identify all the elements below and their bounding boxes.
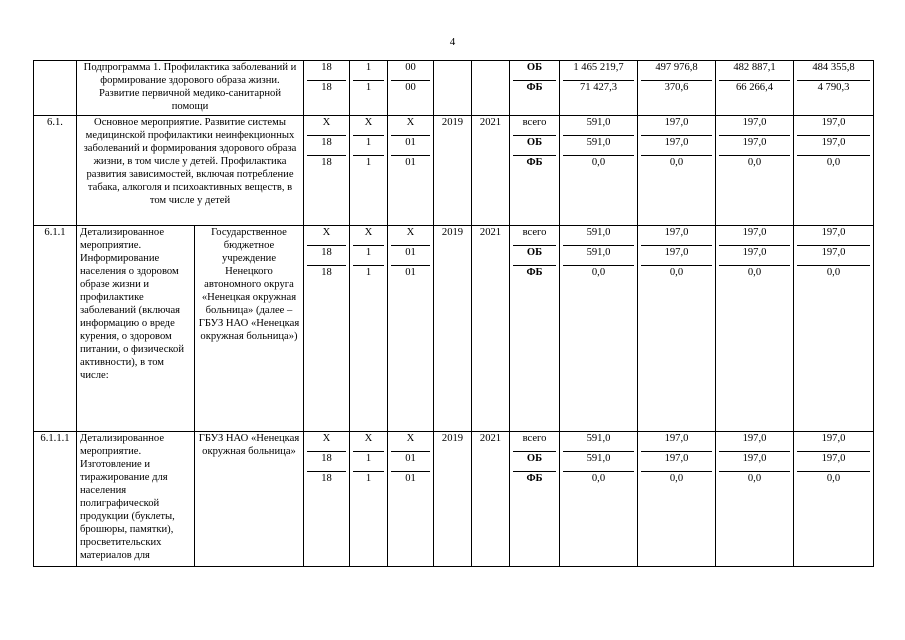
source-cell: всего	[513, 432, 556, 452]
amount-cell: 591,0	[563, 226, 634, 246]
kbk-cell: 01	[405, 267, 416, 278]
kbk-cell: Х	[391, 432, 430, 452]
row-code: 6.1.1	[34, 226, 77, 432]
row-name: Подпрограмма 1. Профилактика заболеваний и формирование здорового образа жизни. Развитие первичной медико-санитарной помощи	[77, 61, 304, 116]
amount-cell: 1 465 219,7	[563, 61, 634, 81]
amount-cell: 484 355,8	[797, 61, 870, 81]
page-number: 4	[449, 36, 456, 48]
start-year	[434, 61, 472, 116]
end-year: 2021	[472, 432, 510, 567]
kbk-cell: Х	[353, 432, 384, 452]
kbk-column	[388, 432, 434, 567]
kbk-cell: 1	[353, 61, 384, 81]
amount-cell: 591,0	[563, 136, 634, 156]
end-year: 2021	[472, 116, 510, 226]
amount-cell: 0,0	[747, 473, 762, 484]
amount-column-total	[560, 116, 638, 226]
row-executor: ГБУЗ НАО «Ненецкая окружная больница»	[195, 432, 304, 567]
source-cell: ОБ	[513, 136, 556, 156]
row-code: 6.1.	[34, 116, 77, 226]
amount-cell: 0,0	[747, 157, 762, 168]
kbk-cell: 18	[307, 61, 346, 81]
amount-cell: 197,0	[797, 226, 870, 246]
source-column	[510, 61, 560, 116]
end-year: 2021	[472, 226, 510, 432]
amount-cell: 197,0	[719, 116, 790, 136]
kbk-cell: Х	[391, 226, 430, 246]
amount-cell: 0,0	[669, 157, 684, 168]
kbk-cell: 1	[353, 246, 384, 266]
amount-cell: 197,0	[719, 432, 790, 452]
amount-column-y2019	[638, 61, 716, 116]
amount-cell: 4 790,3	[817, 82, 850, 93]
source-cell: ОБ	[513, 452, 556, 472]
row-name: Детализированное мероприятие. Информирование населения о здоровом образе жизни и профилактике заболеваний (включая информацию о вреде курения, о здоровом питании, о физической активности), в том числе:	[77, 226, 195, 432]
kbk-cell: 00	[405, 82, 416, 93]
program-table	[33, 60, 874, 567]
kbk-cell: Х	[391, 116, 430, 136]
amount-cell: 197,0	[641, 116, 712, 136]
source-cell: ФБ	[526, 473, 543, 484]
amount-cell: 591,0	[563, 116, 634, 136]
source-column	[510, 432, 560, 567]
source-column	[510, 226, 560, 432]
kbk-cell: 1	[365, 157, 372, 168]
amount-cell: 0,0	[591, 157, 606, 168]
amount-cell: 0,0	[826, 157, 841, 168]
kbk-cell: 18	[321, 473, 332, 484]
amount-cell: 0,0	[826, 473, 841, 484]
kbk-column	[350, 432, 388, 567]
start-year: 2019	[434, 116, 472, 226]
amount-cell: 197,0	[797, 246, 870, 266]
amount-cell: 0,0	[747, 267, 762, 278]
row-name: Детализированное мероприятие. Изготовление и тиражирование для населения полиграфической продукции (буклеты, брошюры, памятки), просветительских материалов для	[77, 432, 195, 567]
amount-cell: 497 976,8	[641, 61, 712, 81]
amount-cell: 591,0	[563, 246, 634, 266]
kbk-column	[350, 61, 388, 116]
table-row	[34, 432, 874, 567]
amount-cell: 591,0	[563, 452, 634, 472]
kbk-cell: Х	[353, 226, 384, 246]
kbk-cell: 1	[365, 82, 372, 93]
start-year: 2019	[434, 226, 472, 432]
kbk-cell: 18	[307, 452, 346, 472]
source-cell: ФБ	[526, 82, 543, 93]
amount-column-y2019	[638, 116, 716, 226]
kbk-cell: 01	[405, 473, 416, 484]
amount-column-y2021	[794, 432, 874, 567]
row-code	[34, 61, 77, 116]
kbk-cell: Х	[307, 226, 346, 246]
source-cell: ОБ	[513, 61, 556, 81]
kbk-cell: 1	[353, 136, 384, 156]
kbk-cell: 1	[365, 473, 372, 484]
amount-cell: 482 887,1	[719, 61, 790, 81]
source-cell: всего	[513, 116, 556, 136]
amount-column-y2020	[716, 432, 794, 567]
amount-cell: 591,0	[563, 432, 634, 452]
amount-cell: 197,0	[797, 432, 870, 452]
kbk-cell: 18	[321, 82, 332, 93]
amount-cell: 0,0	[591, 473, 606, 484]
amount-column-y2019	[638, 226, 716, 432]
kbk-cell: 18	[307, 246, 346, 266]
source-cell: ОБ	[513, 246, 556, 266]
amount-column-total	[560, 226, 638, 432]
amount-cell: 197,0	[719, 452, 790, 472]
amount-cell: 197,0	[797, 136, 870, 156]
kbk-cell: 18	[321, 157, 332, 168]
kbk-cell: 1	[365, 267, 372, 278]
amount-cell: 197,0	[719, 226, 790, 246]
amount-column-total	[560, 432, 638, 567]
amount-column-y2019	[638, 432, 716, 567]
amount-cell: 0,0	[669, 267, 684, 278]
row-executor: Государственное бюджетное учреждение Ненецкого автономного округа «Ненецкая окружная больница» (далее – ГБУЗ НАО «Ненецкая окружная больница»)	[195, 226, 304, 432]
kbk-cell: 01	[405, 157, 416, 168]
amount-column-y2020	[716, 226, 794, 432]
start-year: 2019	[434, 432, 472, 567]
table-row	[34, 61, 874, 116]
amount-cell: 0,0	[591, 267, 606, 278]
source-column	[510, 116, 560, 226]
kbk-column	[350, 226, 388, 432]
source-cell: всего	[513, 226, 556, 246]
amount-cell: 197,0	[641, 246, 712, 266]
amount-cell: 0,0	[669, 473, 684, 484]
amount-column-y2021	[794, 61, 874, 116]
amount-cell: 197,0	[719, 246, 790, 266]
amount-cell: 197,0	[641, 432, 712, 452]
kbk-cell: 01	[391, 246, 430, 266]
row-name: Основное мероприятие. Развитие системы медицинской профилактики неинфекционных заболеваний и формирования здорового образа жизни, в том числе у детей. Профилактика развития зависимостей, включая потребление табака, алкоголя и психоактивных веществ, в том числе у детей	[77, 116, 304, 226]
kbk-cell: Х	[307, 116, 346, 136]
kbk-cell: Х	[353, 116, 384, 136]
amount-cell: 197,0	[797, 116, 870, 136]
source-cell: ФБ	[526, 267, 543, 278]
kbk-cell: 18	[321, 267, 332, 278]
end-year	[472, 61, 510, 116]
kbk-column	[350, 116, 388, 226]
amount-column-y2021	[794, 226, 874, 432]
amount-cell: 197,0	[797, 452, 870, 472]
amount-column-y2021	[794, 116, 874, 226]
amount-column-y2020	[716, 116, 794, 226]
amount-cell: 197,0	[641, 452, 712, 472]
amount-cell: 66 266,4	[735, 82, 774, 93]
amount-cell: 197,0	[641, 136, 712, 156]
kbk-cell: 1	[353, 452, 384, 472]
kbk-column	[304, 226, 350, 432]
table-row	[34, 226, 874, 432]
amount-cell: 197,0	[719, 136, 790, 156]
kbk-cell: 01	[391, 136, 430, 156]
kbk-cell: 01	[391, 452, 430, 472]
amount-column-total	[560, 61, 638, 116]
kbk-cell: 18	[307, 136, 346, 156]
kbk-column	[388, 226, 434, 432]
kbk-column	[388, 61, 434, 116]
kbk-column	[304, 116, 350, 226]
kbk-cell: 00	[391, 61, 430, 81]
table-row	[34, 116, 874, 226]
kbk-cell: Х	[307, 432, 346, 452]
kbk-column	[304, 432, 350, 567]
row-code: 6.1.1.1	[34, 432, 77, 567]
source-cell: ФБ	[526, 157, 543, 168]
kbk-column	[304, 61, 350, 116]
kbk-column	[388, 116, 434, 226]
amount-cell: 370,6	[664, 82, 689, 93]
amount-cell: 71 427,3	[579, 82, 618, 93]
amount-column-y2020	[716, 61, 794, 116]
amount-cell: 197,0	[641, 226, 712, 246]
amount-cell: 0,0	[826, 267, 841, 278]
